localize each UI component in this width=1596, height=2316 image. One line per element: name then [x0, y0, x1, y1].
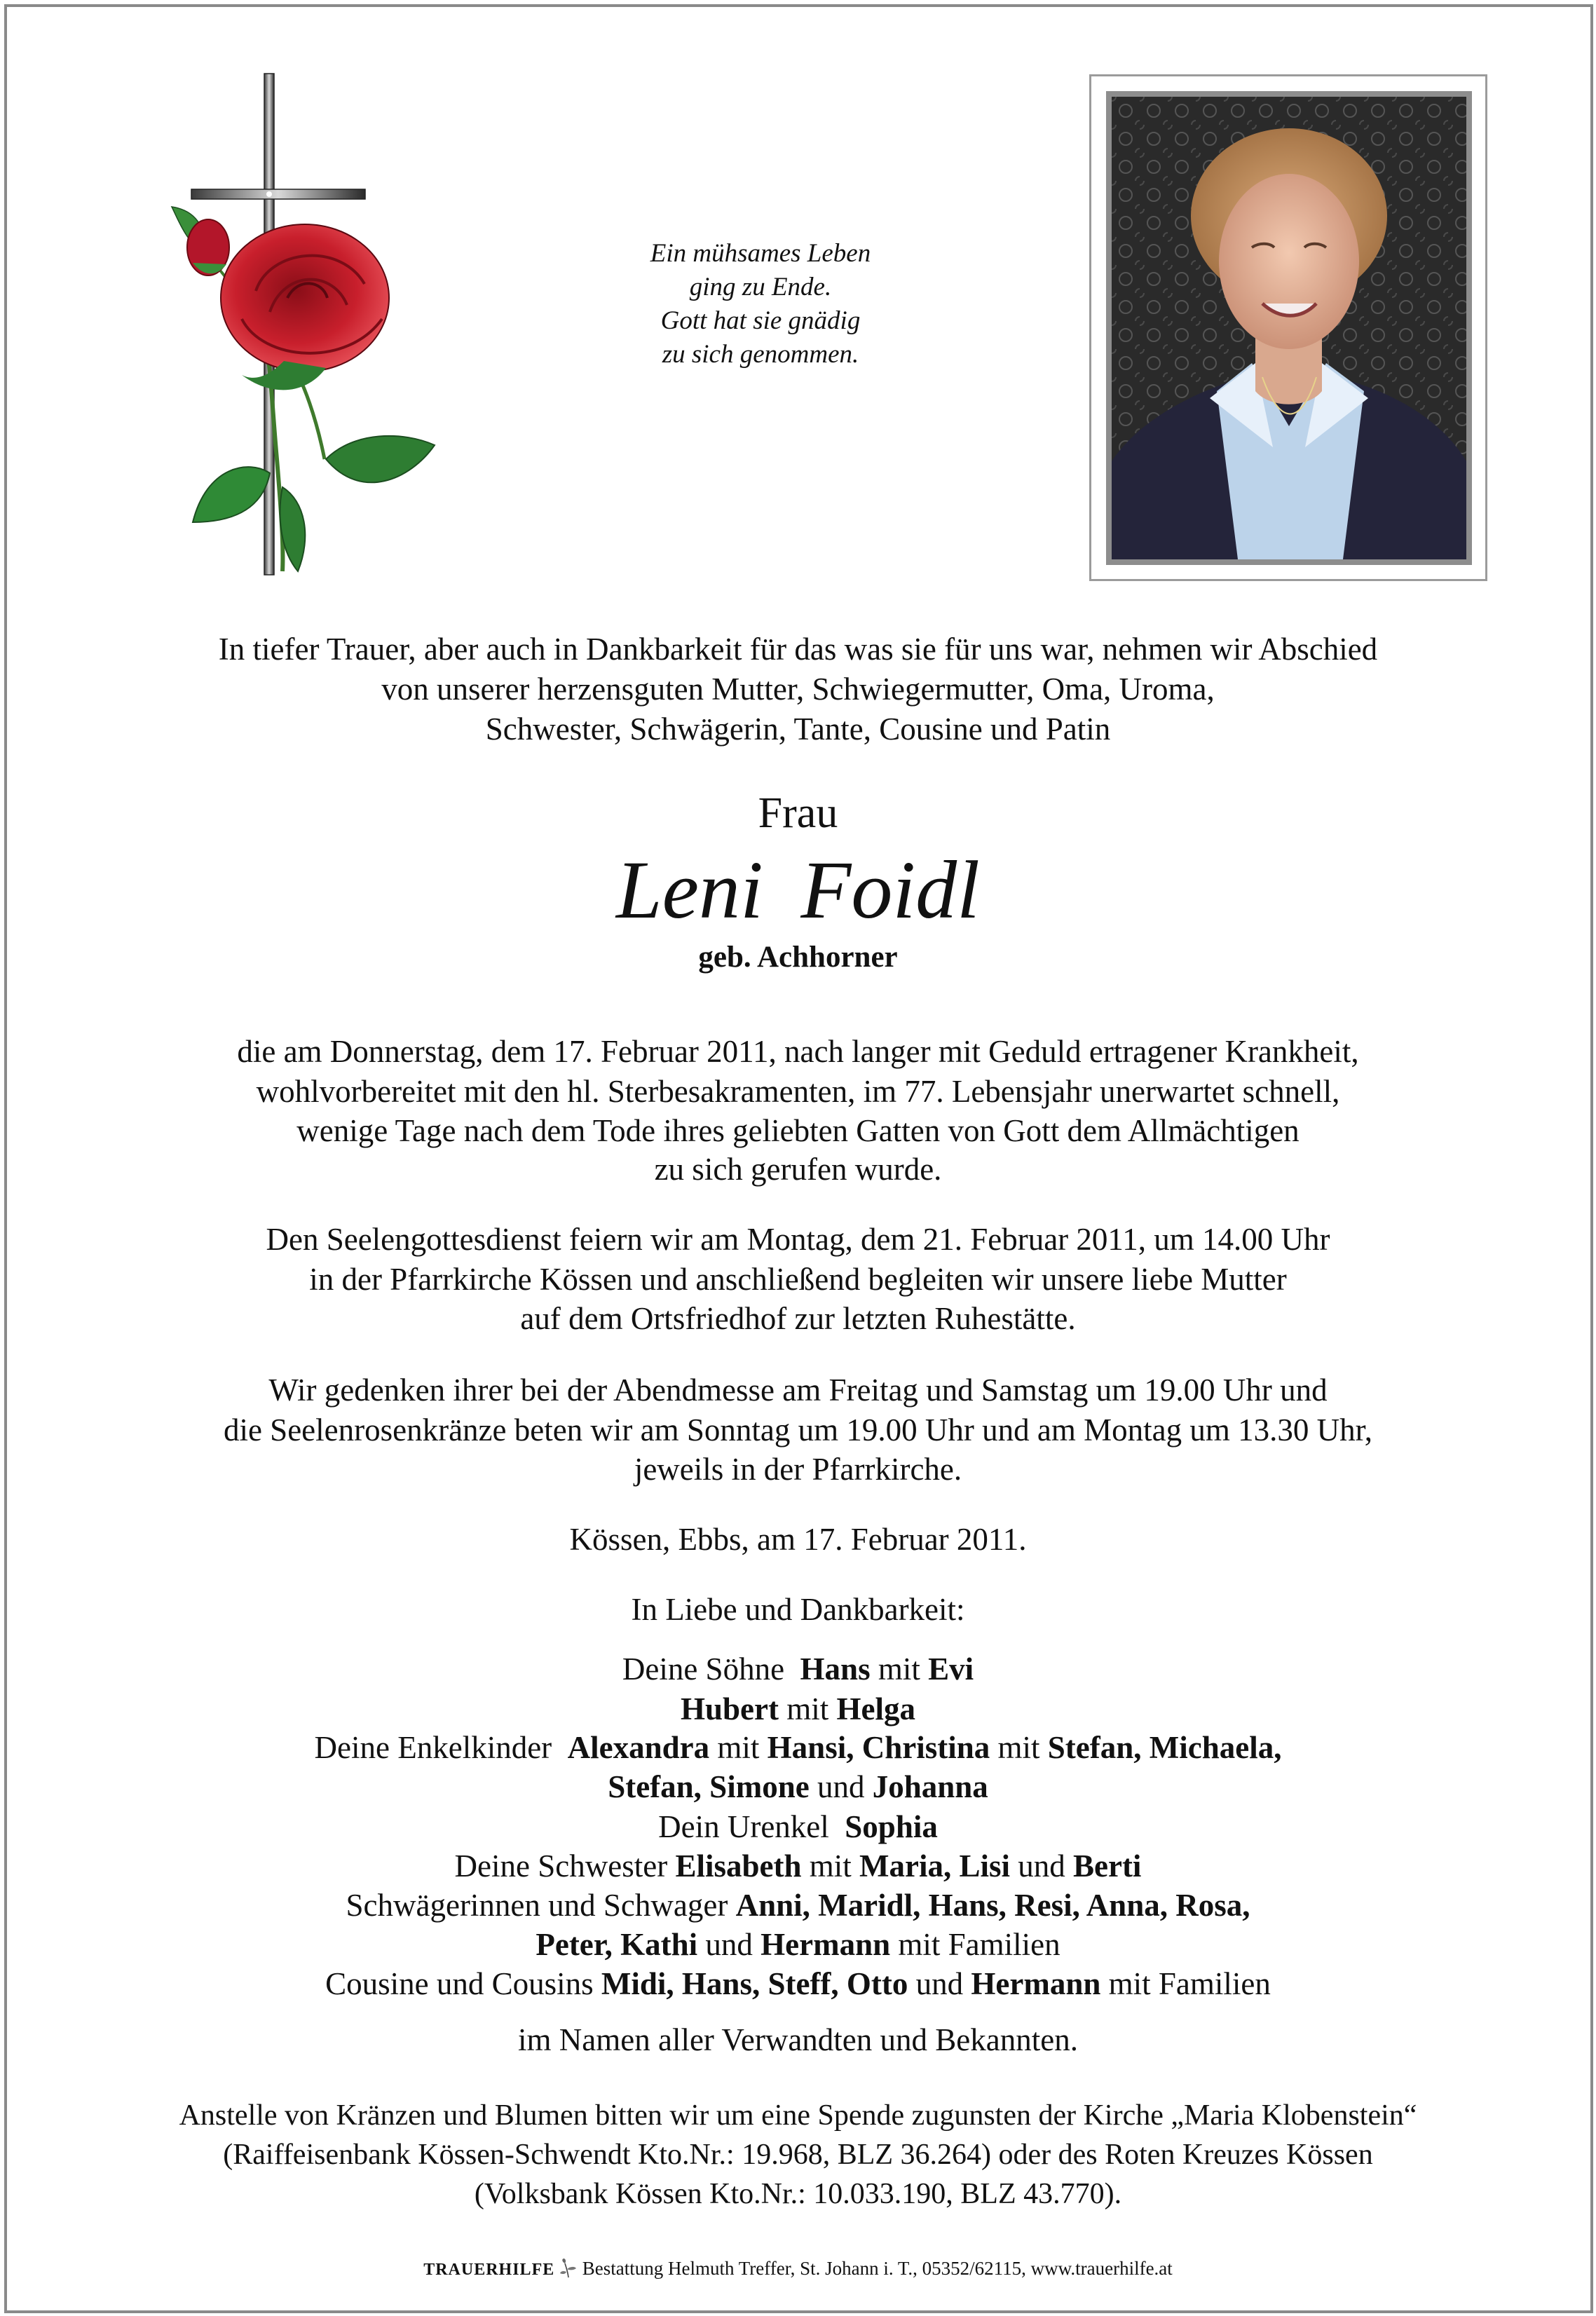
motto-line: Ein mühsames Leben [650, 239, 871, 268]
family-inlaws-2 [0, 1925, 1596, 1965]
love-line: In Liebe und Dankbarkeit: [631, 1592, 965, 1627]
mass-line: die Seelenrosenkränze beten wir am Sonntag um 19.00 Uhr und am Montag um 13.30 Uhr, [223, 1412, 1373, 1448]
service-line: Den Seelengottesdienst feiern wir am Montag, dem 21. Februar 2011, um 14.00 Uhr [266, 1222, 1330, 1257]
family-label: Deine Enkelkinder [314, 1730, 552, 1765]
family-cousins [0, 1964, 1596, 2004]
family-person: Helga [836, 1691, 915, 1726]
family-joiner: mit [878, 1651, 920, 1687]
family-person: Midi, Hans, Steff, Otto [601, 1966, 908, 2001]
donation-line: Anstelle von Kränzen und Blumen bitten wir um eine Spende zugunsten der Kirche „Maria Klobenstein“ [179, 2099, 1417, 2132]
family-joiner: mit [809, 1848, 852, 1884]
notice-line: wenige Tage nach dem Tode ihres geliebten Gatten von Gott dem Allmächtigen [296, 1113, 1300, 1148]
family-person: Hermann [971, 1966, 1101, 2001]
birth-name: geb. Achhorner [698, 941, 898, 974]
motto-line: ging zu Ende. [689, 273, 832, 301]
family-label: Deine Söhne [622, 1651, 785, 1687]
family-person: Evi [928, 1651, 974, 1687]
family-person: Peter, Kathi [536, 1927, 698, 1962]
family-sons [0, 1649, 1596, 1689]
family-joiner: mit [717, 1730, 760, 1765]
family-person: Hermann [761, 1927, 891, 1962]
donation-line: (Volksbank Kössen Kto.Nr.: 10.033.190, BLZ 43.770). [474, 2178, 1122, 2210]
family-person: Stefan, Simone [608, 1769, 810, 1804]
family-person: Hansi, Christina [767, 1730, 990, 1765]
family-joiner: mit Familien [898, 1927, 1060, 1962]
footer [0, 2254, 1596, 2284]
family-great-grandchild [0, 1807, 1596, 1847]
family-person: Elisabeth [675, 1848, 802, 1884]
family-sons-2 [0, 1689, 1596, 1729]
mass-line: jeweils in der Pfarrkirche. [634, 1452, 962, 1487]
motto-line: Gott hat sie gnädig [660, 306, 861, 335]
portrait-photo [1106, 91, 1472, 565]
family-person: Stefan, Michaela, [1047, 1730, 1282, 1765]
deceased-name: Leni Foidl [616, 844, 980, 936]
family-label: Cousine und Cousins [325, 1966, 594, 2001]
service-line: auf dem Ortsfriedhof zur letzten Ruhestätte. [520, 1301, 1076, 1336]
salutation: Frau [758, 789, 838, 837]
notice-line: zu sich gerufen wurde. [654, 1152, 942, 1187]
family-joiner: mit Familien [1108, 1966, 1271, 2001]
footer-brand: TRAUERHILFE [423, 2261, 555, 2279]
mass-line: Wir gedenken ihrer bei der Abendmesse am Freitag und Samstag um 19.00 Uhr und [268, 1372, 1328, 1408]
family-label: Deine Schwester [454, 1848, 668, 1884]
family-label: Dein Urenkel [658, 1809, 829, 1844]
service-line: in der Pfarrkirche Kössen und anschließend begleiten wir unsere liebe Mutter [309, 1262, 1287, 1297]
family-person: Sophia [845, 1809, 938, 1844]
place-date: Kössen, Ebbs, am 17. Februar 2011. [569, 1522, 1027, 1557]
family-inlaws [0, 1886, 1596, 1926]
family-person: Hubert [681, 1691, 779, 1726]
intro-line: Schwester, Schwägerin, Tante, Cousine und Patin [485, 711, 1111, 747]
family-joiner: und [817, 1769, 865, 1804]
family-joiner: mit [786, 1691, 829, 1726]
family-joiner: und [705, 1927, 753, 1962]
family-person: Anni, Maridl, Hans, Resi, Anna, Rosa, [735, 1888, 1250, 1923]
family-joiner: und [1018, 1848, 1065, 1884]
family-grandchildren [0, 1728, 1596, 1768]
footer-text: Bestattung Helmuth Treffer, St. Johann i. T., 05352/62115, www.trauerhilfe.at [582, 2258, 1173, 2279]
family-label: Schwägerinnen und Schwager [346, 1888, 728, 1923]
cross-rose-icon [165, 67, 445, 589]
intro-line: von unserer herzensguten Mutter, Schwiegermutter, Oma, Uroma, [381, 672, 1215, 707]
family-person: Johanna [872, 1769, 988, 1804]
family-person: Alexandra [567, 1730, 710, 1765]
notice-line: die am Donnerstag, dem 17. Februar 2011, nach langer mit Geduld ertragener Krankheit, [237, 1034, 1359, 1069]
family-person: Hans [800, 1651, 871, 1687]
flower-icon [559, 2258, 578, 2279]
family-grandchildren-2 [0, 1767, 1596, 1807]
family-person: Berti [1072, 1848, 1142, 1884]
notice-line: wohlvorbereitet mit den hl. Sterbesakramenten, im 77. Lebensjahr unerwartet schnell, [256, 1074, 1340, 1109]
donation-line: (Raiffeisenbank Kössen-Schwendt Kto.Nr.: 19.968, BLZ 36.264) oder des Roten Kreuzes Kössen [223, 2139, 1373, 2171]
family-joiner: mit [997, 1730, 1040, 1765]
motto-line: zu sich genommen. [662, 340, 859, 369]
family-joiner: und [915, 1966, 964, 2001]
portrait-image [1112, 97, 1466, 559]
relatives-line: im Namen aller Verwandten und Bekannten. [518, 2022, 1078, 2057]
motto [585, 237, 936, 372]
intro-line: In tiefer Trauer, aber auch in Dankbarkeit für das was sie für uns war, nehmen wir Abschied [218, 632, 1378, 667]
family-sister [0, 1846, 1596, 1886]
family-person: Maria, Lisi [859, 1848, 1010, 1884]
